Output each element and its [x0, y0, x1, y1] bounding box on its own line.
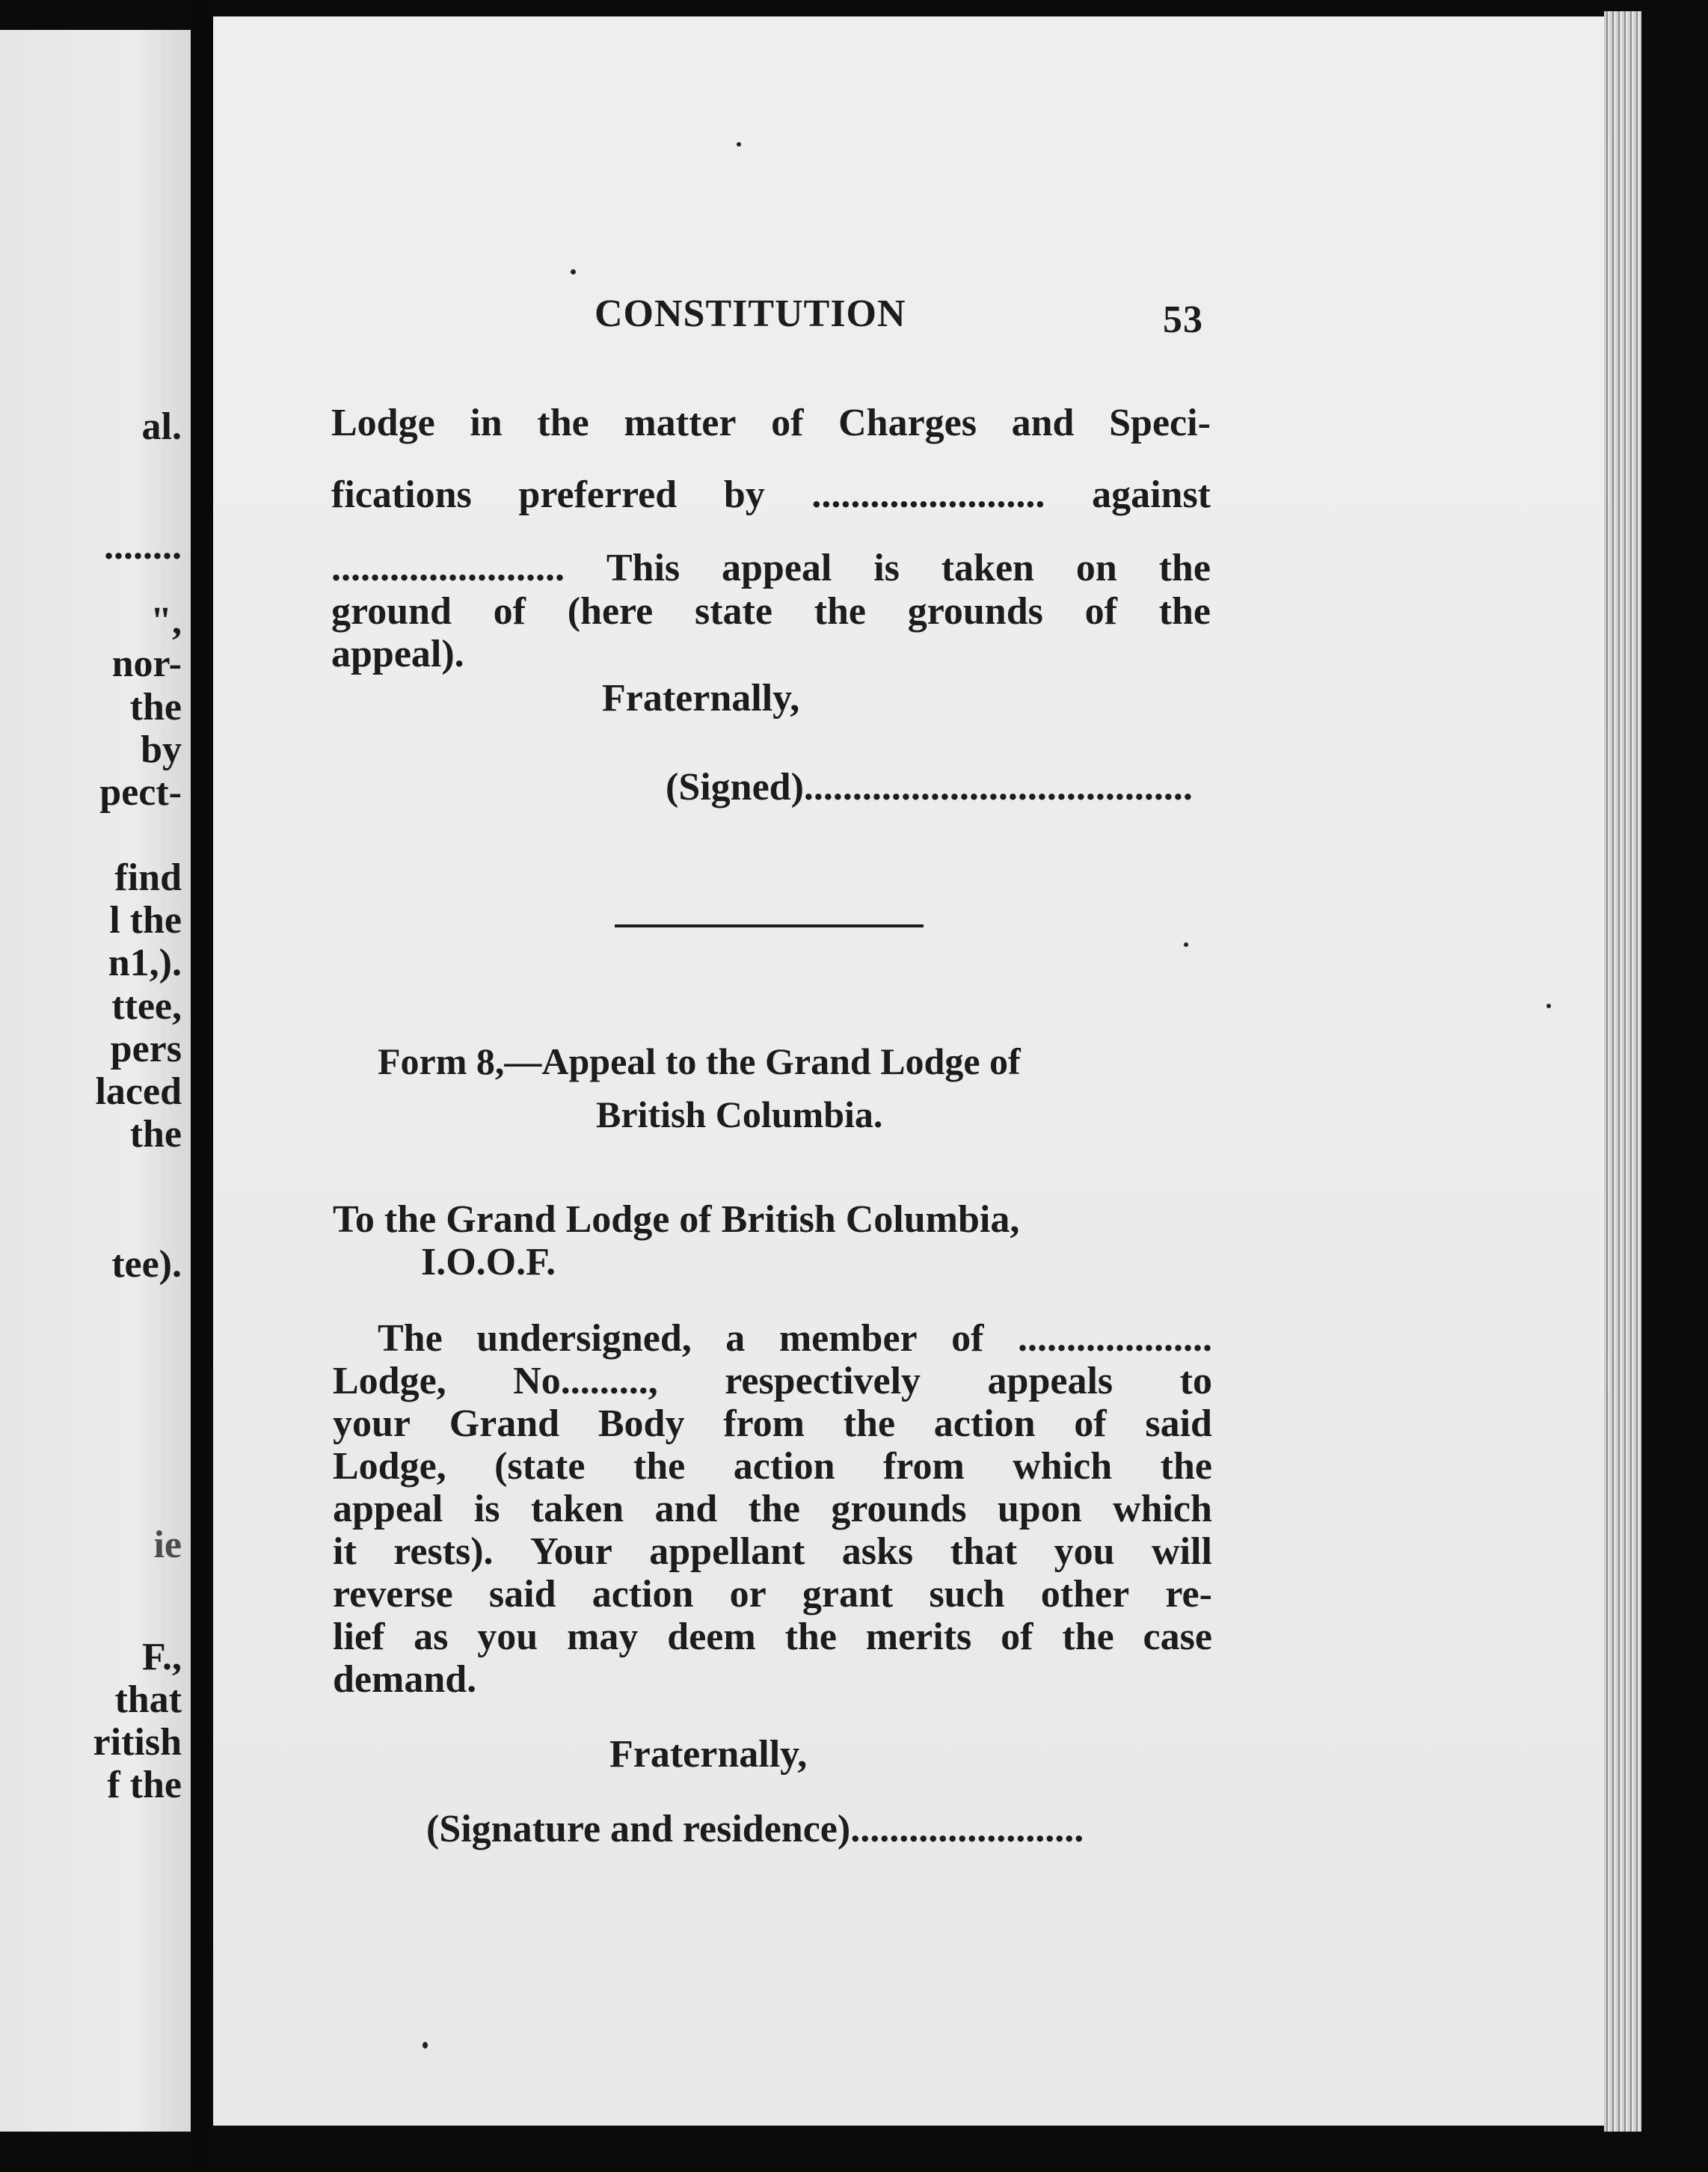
facing-fragment: by: [141, 728, 182, 771]
body-text-line: [333, 1575, 1212, 1614]
facing-fragment: the: [129, 686, 182, 728]
body-text-line: [333, 1402, 1212, 1445]
word: that: [950, 1530, 1018, 1573]
word: your: [333, 1402, 411, 1445]
word: as: [414, 1616, 449, 1658]
facing-page-fragment: [0, 30, 191, 2132]
facing-fragment: ritish: [93, 1721, 182, 1764]
word: or: [729, 1573, 767, 1616]
word: undersigned,: [476, 1317, 692, 1360]
scan-speck: [1546, 1004, 1551, 1008]
word: appeal: [333, 1488, 443, 1530]
word: from: [723, 1402, 805, 1445]
word: is: [473, 1488, 500, 1530]
word: rests).: [393, 1530, 494, 1573]
form-title: Form 8,—Appeal to the Grand Lodge of: [378, 1040, 1021, 1082]
body-text-line: [333, 1530, 1212, 1573]
running-title: CONSTITUTION: [595, 292, 906, 335]
facing-fragment: ",: [150, 600, 182, 642]
facing-fragment: pers: [110, 1028, 182, 1070]
closing-fraternally: Fraternally,: [602, 677, 800, 720]
word: of: [771, 402, 804, 444]
word: other: [1040, 1573, 1130, 1616]
word: of: [1074, 1402, 1107, 1445]
word: member: [778, 1317, 918, 1360]
word: taken: [530, 1488, 624, 1530]
body-text-line: demand.: [333, 1658, 477, 1701]
word: merits: [865, 1616, 972, 1658]
word: the: [633, 1445, 686, 1488]
word: fications: [331, 473, 472, 516]
facing-fragment: al.: [141, 405, 182, 448]
word: preferred: [518, 473, 678, 516]
word: appeals: [987, 1360, 1113, 1402]
word: which: [1013, 1445, 1113, 1488]
word: the: [784, 1616, 837, 1658]
body-text-line: [333, 1490, 1212, 1529]
word: The: [378, 1317, 443, 1360]
scan-speck: [423, 2042, 428, 2049]
signed-line: (Signed)........................................: [666, 766, 1193, 809]
section-divider: [615, 924, 924, 927]
word: from: [882, 1445, 965, 1488]
word: appeal: [721, 547, 832, 589]
word: upon: [997, 1488, 1082, 1530]
facing-fragment: the: [129, 1113, 182, 1156]
address-line: To the Grand Lodge of British Columbia,: [333, 1198, 1020, 1241]
scan-speck: [1184, 942, 1188, 947]
facing-fragment: pect-: [99, 771, 182, 814]
facing-fragment: tee).: [111, 1243, 182, 1286]
word: Speci-: [1109, 402, 1211, 444]
word: Lodge: [331, 402, 435, 444]
word: This: [606, 547, 681, 589]
facing-fragment: that: [114, 1678, 182, 1721]
word: the: [1062, 1616, 1114, 1658]
word: (state: [494, 1445, 586, 1488]
word: is: [873, 547, 900, 589]
word: the: [748, 1488, 800, 1530]
word: of: [951, 1317, 984, 1360]
word: re-: [1165, 1573, 1212, 1616]
word: case: [1143, 1616, 1212, 1658]
word: a: [725, 1317, 746, 1360]
word: ........................: [331, 547, 565, 589]
word: of: [493, 590, 526, 633]
word: Charges: [838, 402, 977, 444]
word: state: [694, 590, 772, 633]
word: appellant: [649, 1530, 805, 1573]
word: matter: [624, 402, 737, 444]
address-line: I.O.O.F.: [421, 1241, 556, 1283]
facing-fragment: f the: [107, 1764, 182, 1806]
word: of: [1084, 590, 1117, 633]
word: and: [1011, 402, 1075, 444]
word: Lodge,: [333, 1360, 446, 1402]
signature-line: (Signature and residence)........................: [426, 1808, 1084, 1850]
word: in: [470, 402, 503, 444]
facing-fragment: ........: [104, 525, 182, 568]
page-number: 53: [1163, 298, 1203, 341]
scan-speck: [737, 142, 741, 147]
word: the: [537, 402, 589, 444]
word: action: [933, 1402, 1036, 1445]
facing-fragment: F.,: [142, 1636, 182, 1678]
facing-fragment: find: [114, 856, 182, 899]
word: such: [929, 1573, 1005, 1616]
word: Grand: [449, 1402, 560, 1445]
word: may: [567, 1616, 639, 1658]
word: ground: [331, 590, 452, 633]
page-edges: [1604, 11, 1641, 2132]
facing-fragment: n1,).: [108, 942, 182, 984]
word: No.........,: [513, 1360, 658, 1402]
text-line: [331, 404, 1211, 443]
word: against: [1092, 473, 1211, 516]
word: Your: [530, 1530, 612, 1573]
word: it: [333, 1530, 357, 1573]
word: ....................: [1018, 1317, 1212, 1360]
word: said: [1145, 1402, 1212, 1445]
word: the: [1160, 1445, 1212, 1488]
facing-fragment: ie: [153, 1524, 182, 1566]
body-text-line: [333, 1447, 1212, 1486]
word: on: [1075, 547, 1117, 589]
text-line: [331, 473, 1211, 516]
word: the: [1158, 547, 1211, 589]
word: the: [814, 590, 866, 633]
word: the: [843, 1402, 896, 1445]
word: which: [1113, 1488, 1212, 1530]
word: will: [1152, 1530, 1212, 1573]
facing-fragment: l the: [109, 899, 182, 942]
page-53: [213, 16, 1604, 2126]
body-text-line: [333, 1618, 1212, 1657]
word: said: [488, 1573, 556, 1616]
scan-border: [1641, 0, 1708, 2172]
word: taken: [941, 547, 1034, 589]
word: ........................: [811, 473, 1045, 516]
facing-fragment: laced: [95, 1070, 182, 1113]
word: grounds: [907, 590, 1043, 633]
word: asks: [841, 1530, 914, 1573]
word: you: [1054, 1530, 1115, 1573]
word: deem: [667, 1616, 756, 1658]
word: to: [1179, 1360, 1212, 1402]
word: grant: [802, 1573, 894, 1616]
word: Lodge,: [333, 1445, 446, 1488]
text-line: appeal).: [331, 633, 464, 675]
closing-fraternally: Fraternally,: [609, 1733, 808, 1776]
facing-fragment: ttee,: [111, 985, 182, 1028]
body-text-line: [333, 1362, 1212, 1401]
word: action: [592, 1573, 694, 1616]
word: Body: [598, 1402, 685, 1445]
word: (here: [567, 590, 654, 633]
word: respectively: [725, 1360, 921, 1402]
word: the: [1158, 590, 1211, 633]
book-gutter: [191, 0, 213, 2172]
scan-speck: [571, 269, 576, 274]
text-line: [331, 592, 1211, 631]
word: lief: [333, 1616, 385, 1658]
word: of: [1001, 1616, 1033, 1658]
facing-fragment: nor-: [111, 642, 182, 685]
word: by: [723, 473, 765, 516]
word: grounds: [831, 1488, 967, 1530]
word: reverse: [333, 1573, 453, 1616]
word: you: [477, 1616, 538, 1658]
text-line: [331, 549, 1211, 588]
body-text-line: [378, 1319, 1212, 1358]
form-title-line2: British Columbia.: [596, 1093, 883, 1135]
word: and: [654, 1488, 718, 1530]
word: action: [733, 1445, 835, 1488]
